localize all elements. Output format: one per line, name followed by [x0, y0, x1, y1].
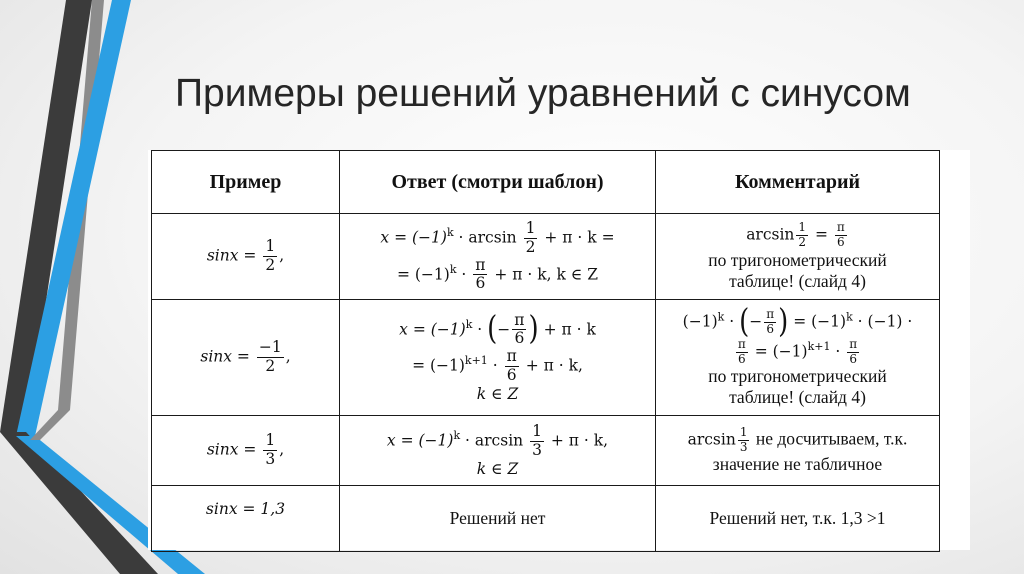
table-row [152, 416, 940, 486]
answer-cell: Решений нет [340, 486, 656, 552]
table-row [152, 486, 940, 552]
solutions-table [151, 150, 940, 552]
comment-cell: arcsin $\frac{1}{2}$ = $\frac{\pi}{6}$ по тригонометрический таблице! (слайд 4) [656, 214, 940, 300]
table-row [152, 214, 940, 300]
example-cell: sinx = $\frac{1}{3}$ , [152, 416, 340, 486]
comment-cell: $(-1)^k$ · (− $\frac{\pi}{6}$ ) = $(-1)^k \cdot (-1)$ · $\frac{\pi}{6}$ = $(-1)^{k+1}$ · $\frac{\pi}{6}$ по тригонометрический таблице! (слайд 4) [656, 300, 940, 416]
example-cell: sinx = $\frac{1}{2}$ , [152, 214, 340, 300]
stripe-dark-lower [0, 432, 158, 574]
answer-cell: $x = (-1)^k \cdot \arcsin$ $\frac{1}{2}$ + π · k = = $(-1)^k$ · $\frac{\pi}{6}$ + π · k, k ∈ Z [340, 214, 656, 300]
answer-cell: $x = (-1)^k$ · (− $\frac{\pi}{6}$ ) + π · k = $(-1)^{k+1}$ · $\frac{\pi}{6}$ + π · k, k ∈ Z [340, 300, 656, 416]
table-header-row [152, 151, 940, 214]
solutions-table-container [148, 150, 970, 550]
example-cell: sinx = $\frac{-1}{2}$ , [152, 300, 340, 416]
table-row [152, 300, 940, 416]
slide-title: Примеры решений уравнений с синусом [175, 72, 911, 115]
header-comment: Комментарий [656, 151, 940, 214]
comment-cell: arcsin $\frac{1}{3}$ не досчитываем, т.к. значение не табличное [656, 416, 940, 486]
answer-cell: $x = (-1)^k \cdot \arcsin$ $\frac{1}{3}$ + π · k, k ∈ Z [340, 416, 656, 486]
example-cell: sinx = 1,3 [152, 486, 340, 552]
comment-cell: Решений нет, т.к. 1,3 >1 [656, 486, 940, 552]
header-answer: Ответ (смотри шаблон) [340, 151, 656, 214]
header-example: Пример [152, 151, 340, 214]
